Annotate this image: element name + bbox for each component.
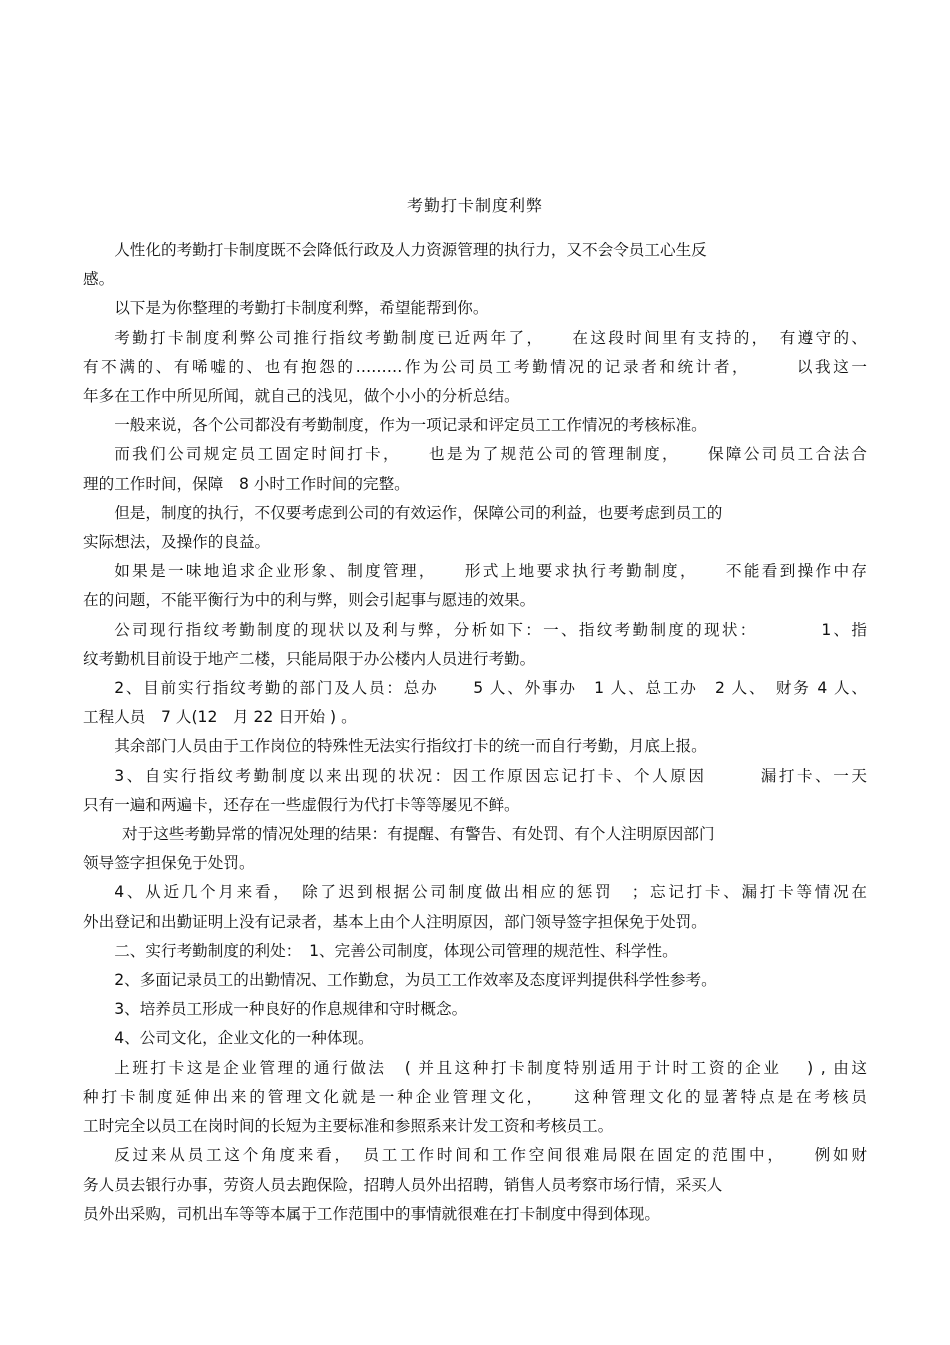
- text-line: 理的工作时间，保障 8 小时工作时间的完整。: [83, 474, 410, 493]
- text-line: 在的问题，不能平衡行为中的利与弊，则会引起事与愿违的效果。: [83, 591, 536, 610]
- text-line: 4、公司文化，企业文化的一种体现。: [114, 1029, 374, 1048]
- text-line: 只有一遍和两遍卡，还存在一些虚假行为代打卡等等屡见不鲜。: [83, 795, 520, 814]
- text-line: 工程人员 7 人(12 月 22 日开始 ) 。: [83, 708, 357, 727]
- document-title: 考勤打卡制度利弊: [406, 196, 543, 215]
- text-line: 领导签字担保免于处罚。: [83, 854, 255, 873]
- text-line: 对于这些考勤异常的情况处理的结果：有提醒、有警告、有处罚、有个人注明原因部门: [122, 825, 715, 844]
- text-line: 2、多面记录员工的出勤情况、工作勤怠，为员工工作效率及态度评判提供科学性参考。: [114, 971, 717, 990]
- text-line: 外出登记和出勤证明上没有记录者，基本上由个人注明原因，部门领导签字担保免于处罚。: [83, 912, 707, 931]
- text-line: 有不满的、有唏嘘的、也有抱怨的………作为公司员工考勤情况的记录者和统计者， 以我这一: [83, 357, 867, 376]
- text-line: 以下是为你整理的考勤打卡制度利弊，希望能帮到你。: [114, 299, 489, 318]
- text-line: 实际想法，及操作的良益。: [83, 533, 271, 552]
- text-line: 二、实行考勤制度的利处： 1、完善公司制度，体现公司管理的规范性、科学性。: [114, 941, 678, 960]
- text-line: 如果是一味地追求企业形象、制度管理， 形式上地要求执行考勤制度， 不能看到操作中存: [114, 562, 867, 581]
- text-line: 3、自实行指纹考勤制度以来出现的状况：因工作原因忘记打卡、个人原因 漏打卡、一天: [114, 766, 867, 785]
- text-line: 2、目前实行指纹考勤的部门及人员：总办 5 人、外事办 1 人、总工办 2 人、 财务 4 人、: [114, 679, 867, 698]
- text-line: 年多在工作中所见所闻，就自己的浅见，做个小小的分析总结。: [83, 387, 520, 406]
- text-line: 4、从近几个月来看， 除了迟到根据公司制度做出相应的惩罚 ；忘记打卡、漏打卡等情况在: [114, 883, 867, 902]
- text-line: 其余部门人员由于工作岗位的特殊性无法实行指纹打卡的统一而自行考勤，月底上报。: [114, 737, 707, 756]
- text-line: 员外出采购，司机出车等等本属于工作范围中的事情就很难在打卡制度中得到体现。: [83, 1204, 660, 1223]
- text-line: 务人员去银行办事，劳资人员去跑保险，招聘人员外出招聘，销售人员考察市场行情，采买人: [83, 1175, 723, 1194]
- document-body: [83, 236, 867, 1229]
- text-line: 种打卡制度延伸出来的管理文化就是一种企业管理文化， 这种管理文化的显著特点是在考核员: [83, 1087, 867, 1106]
- text-line: 反过来从员工这个角度来看， 员工工作时间和工作空间很难局限在固定的范围中， 例如财: [114, 1146, 867, 1165]
- text-line: 3、培养员工形成一种良好的作息规律和守时概念。: [114, 1000, 468, 1019]
- text-line: 一般来说，各个公司都没有考勤制度，作为一项记录和评定员工工作情况的考核标准。: [114, 416, 707, 435]
- text-line: 上班打卡这是企业管理的通行做法 ( 并且这种打卡制度特别适用于计时工资的企业 ) , 由这: [114, 1058, 867, 1077]
- text-line: 但是，制度的执行，不仅要考虑到公司的有效运作，保障公司的利益，也要考虑到员工的: [114, 503, 723, 522]
- text-line: 人性化的考勤打卡制度既不会降低行政及人力资源管理的执行力，又不会令员工心生反: [114, 241, 707, 259]
- text-line: 感。: [83, 270, 115, 289]
- text-line: 考勤打卡制度利弊公司推行指纹考勤制度已近两年了， 在这段时间里有支持的， 有遵守的、: [114, 328, 867, 347]
- text-line: 纹考勤机目前设于地产二楼，只能局限于办公楼内人员进行考勤。: [83, 649, 536, 668]
- text-line: 公司现行指纹考勤制度的现状以及利与弊，分析如下：一、指纹考勤制度的现状： 1、指: [114, 620, 867, 639]
- text-line: 工时完全以员工在岗时间的长短为主要标准和参照系来计发工资和考核员工。: [83, 1117, 614, 1136]
- text-line: 而我们公司规定员工固定时间打卡， 也是为了规范公司的管理制度， 保障公司员工合法合: [114, 445, 867, 464]
